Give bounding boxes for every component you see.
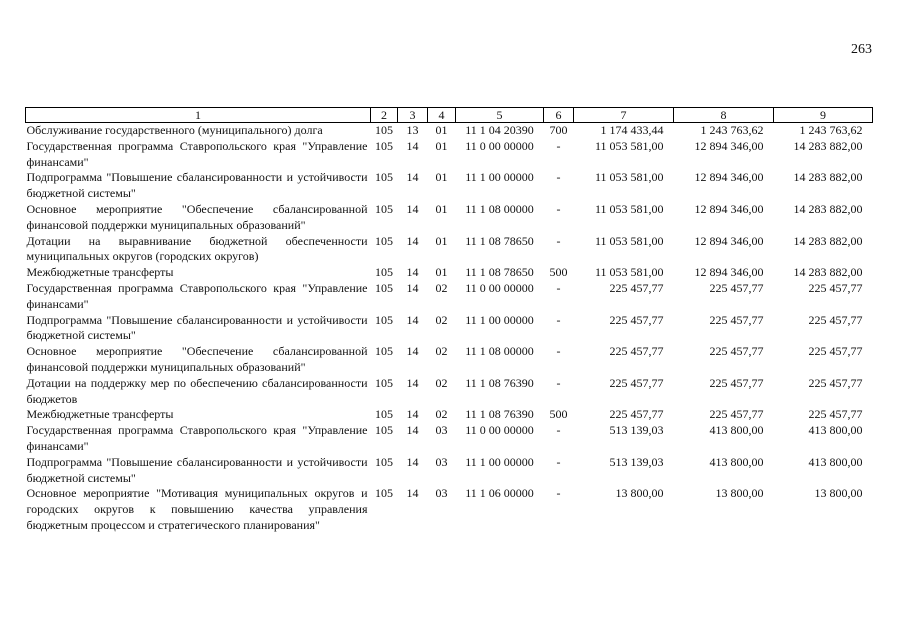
expense-type-code-cell: - [556, 170, 561, 185]
subsection-code-cell: 01 [435, 170, 448, 185]
subsection-code-cell: 01 [435, 201, 448, 216]
section-code-cell: 14 [406, 375, 419, 390]
table-row [26, 139, 873, 171]
amount-year-2-cell: 413 800,00 [709, 454, 764, 469]
header-cell-7: 7 [574, 108, 674, 123]
header-cell-1: 1 [26, 108, 371, 123]
amount-year-2-cell: 1 243 763,62 [700, 123, 764, 137]
target-article-code-cell: 11 1 08 76390 [465, 375, 534, 390]
target-article-code-cell: 11 1 08 78650 [465, 265, 534, 280]
ministry-code-cell: 105 [375, 423, 393, 438]
ministry-code-cell: 105 [375, 312, 393, 327]
amount-year-1-cell: 513 139,03 [609, 454, 664, 469]
amount-year-1-cell: 225 457,77 [609, 344, 664, 359]
ministry-code-cell: 105 [375, 233, 393, 248]
table-row [26, 313, 873, 345]
table-row [26, 265, 873, 281]
amount-year-3-cell: 14 283 882,00 [793, 138, 863, 153]
expense-type-code-cell: - [556, 344, 561, 359]
ministry-code-cell: 105 [375, 280, 393, 295]
table-row [26, 202, 873, 234]
expense-type-code-cell: - [556, 233, 561, 248]
subsection-code-cell: 01 [435, 123, 448, 137]
amount-year-2-cell: 225 457,77 [709, 407, 764, 422]
item-name-cell: Межбюджетные трансферты [26, 265, 174, 280]
subsection-code-cell: 02 [435, 312, 448, 327]
amount-year-3-cell: 14 283 882,00 [793, 233, 863, 248]
header-cell-5: 5 [456, 108, 544, 123]
subsection-code-cell: 01 [435, 265, 448, 280]
amount-year-3-cell: 225 457,77 [808, 407, 863, 422]
amount-year-1-cell: 225 457,77 [609, 407, 664, 422]
section-code-cell: 14 [406, 454, 419, 469]
header-cell-9: 9 [774, 108, 873, 123]
amount-year-2-cell: 413 800,00 [709, 423, 764, 438]
amount-year-3-cell: 413 800,00 [808, 454, 863, 469]
amount-year-2-cell: 225 457,77 [709, 312, 764, 327]
ministry-code-cell: 105 [375, 344, 393, 359]
table-row [26, 455, 873, 487]
expense-type-code-cell: - [556, 375, 561, 390]
header-cell-2: 2 [371, 108, 398, 123]
amount-year-3-cell: 14 283 882,00 [793, 265, 863, 280]
expense-type-code-cell: - [556, 280, 561, 295]
expense-type-code-cell: - [556, 454, 561, 469]
item-name-cell: Подпрограмма "Повышение сбалансированности и устойчивости бюджетной системы" [26, 312, 368, 343]
section-code-cell: 14 [406, 170, 419, 185]
header-cell-4: 4 [428, 108, 456, 123]
section-code-cell: 14 [406, 280, 419, 295]
page-number: 263 [851, 42, 872, 57]
table-row [26, 407, 873, 423]
budget-table [25, 107, 873, 534]
ministry-code-cell: 105 [375, 170, 393, 185]
amount-year-1-cell: 513 139,03 [609, 423, 664, 438]
table-row [26, 234, 873, 266]
header-cell-8: 8 [674, 108, 774, 123]
header-cell-6: 6 [544, 108, 574, 123]
section-code-cell: 14 [406, 407, 419, 422]
ministry-code-cell: 105 [375, 454, 393, 469]
section-code-cell: 14 [406, 312, 419, 327]
expense-type-code-cell: 700 [549, 123, 568, 137]
amount-year-3-cell: 1 243 763,62 [799, 123, 863, 137]
target-article-code-cell: 11 1 00 00000 [465, 312, 534, 327]
amount-year-2-cell: 225 457,77 [709, 375, 764, 390]
subsection-code-cell: 01 [435, 138, 448, 153]
target-article-code-cell: 11 1 00 00000 [465, 454, 534, 469]
ministry-code-cell: 105 [375, 265, 393, 280]
amount-year-3-cell: 13 800,00 [814, 486, 863, 501]
subsection-code-cell: 02 [435, 375, 448, 390]
amount-year-1-cell: 11 053 581,00 [594, 265, 664, 280]
item-name-cell: Государственная программа Ставропольского края "Управление финансами" [26, 423, 368, 453]
subsection-code-cell: 02 [435, 344, 448, 359]
amount-year-3-cell: 225 457,77 [808, 344, 863, 359]
amount-year-3-cell: 225 457,77 [808, 312, 863, 327]
expense-type-code-cell: - [556, 201, 561, 216]
amount-year-2-cell: 12 894 346,00 [694, 138, 764, 153]
item-name-cell: Основное мероприятие "Обеспечение сбалансированной финансовой поддержки муниципальных образований" [26, 201, 368, 232]
table-header [26, 108, 873, 123]
amount-year-1-cell: 13 800,00 [615, 486, 664, 501]
item-name-cell: Подпрограмма "Повышение сбалансированности и устойчивости бюджетной системы" [26, 170, 368, 201]
amount-year-1-cell: 11 053 581,00 [594, 138, 664, 153]
ministry-code-cell: 105 [375, 201, 393, 216]
target-article-code-cell: 11 1 08 78650 [465, 233, 534, 248]
item-name-cell: Межбюджетные трансферты [26, 407, 174, 422]
amount-year-3-cell: 225 457,77 [808, 375, 863, 390]
header-row [26, 108, 873, 123]
table-row [26, 281, 873, 313]
target-article-code-cell: 11 1 08 00000 [465, 201, 534, 216]
amount-year-1-cell: 11 053 581,00 [594, 233, 664, 248]
section-code-cell: 14 [406, 486, 419, 501]
section-code-cell: 14 [406, 138, 419, 153]
subsection-code-cell: 03 [435, 423, 448, 438]
amount-year-3-cell: 413 800,00 [808, 423, 863, 438]
target-article-code-cell: 11 0 00 00000 [465, 280, 534, 295]
section-code-cell: 14 [406, 265, 419, 280]
subsection-code-cell: 03 [435, 454, 448, 469]
table-row [26, 486, 873, 533]
item-name-cell: Основное мероприятие "Обеспечение сбалансированной финансовой поддержки муниципальных образований" [26, 344, 368, 374]
amount-year-1-cell: 11 053 581,00 [594, 201, 664, 216]
amount-year-2-cell: 13 800,00 [715, 486, 764, 501]
target-article-code-cell: 11 1 08 00000 [465, 344, 534, 359]
expense-type-code-cell: - [556, 312, 561, 327]
ministry-code-cell: 105 [375, 138, 393, 153]
expense-type-code-cell: - [556, 486, 561, 501]
amount-year-3-cell: 14 283 882,00 [793, 201, 863, 216]
target-article-code-cell: 11 1 00 00000 [465, 170, 534, 185]
amount-year-1-cell: 225 457,77 [609, 375, 664, 390]
amount-year-1-cell: 1 174 433,44 [600, 123, 664, 137]
section-code-cell: 13 [406, 123, 419, 137]
subsection-code-cell: 01 [435, 233, 448, 248]
item-name-cell: Дотации на поддержку мер по обеспечению сбалансированности бюджетов [26, 375, 368, 406]
item-name-cell: Подпрограмма "Повышение сбалансированности и устойчивости бюджетной системы" [26, 454, 368, 485]
table-row [26, 170, 873, 202]
expense-type-code-cell: 500 [549, 265, 568, 280]
ministry-code-cell: 105 [375, 375, 393, 390]
table-row [26, 123, 873, 139]
item-name-cell: Обслуживание государственного (муниципального) долга [26, 123, 323, 137]
expense-type-code-cell: - [556, 423, 561, 438]
header-cell-3: 3 [398, 108, 428, 123]
ministry-code-cell: 105 [375, 486, 393, 501]
amount-year-2-cell: 12 894 346,00 [694, 201, 764, 216]
item-name-cell: Основное мероприятие "Мотивация муниципальных округов и городских округов к повышению качества управления бюджетным процессом и стратегического планирования" [26, 486, 368, 532]
amount-year-2-cell: 12 894 346,00 [694, 233, 764, 248]
section-code-cell: 14 [406, 233, 419, 248]
section-code-cell: 14 [406, 201, 419, 216]
table-row [26, 423, 873, 455]
target-article-code-cell: 11 1 04 20390 [465, 123, 534, 137]
item-name-cell: Государственная программа Ставропольского края "Управление финансами" [26, 138, 368, 169]
table-row [26, 344, 873, 376]
subsection-code-cell: 02 [435, 280, 448, 295]
amount-year-1-cell: 225 457,77 [609, 312, 664, 327]
ministry-code-cell: 105 [375, 123, 393, 137]
expense-type-code-cell: 500 [549, 407, 568, 422]
section-code-cell: 14 [406, 423, 419, 438]
item-name-cell: Государственная программа Ставропольского края "Управление финансами" [26, 280, 368, 311]
amount-year-1-cell: 11 053 581,00 [594, 170, 664, 185]
ministry-code-cell: 105 [375, 407, 393, 422]
amount-year-2-cell: 225 457,77 [709, 280, 764, 295]
target-article-code-cell: 11 0 00 00000 [465, 138, 534, 153]
table-body [26, 123, 873, 534]
table-row [26, 376, 873, 408]
target-article-code-cell: 11 1 06 00000 [465, 486, 534, 501]
section-code-cell: 14 [406, 344, 419, 359]
expense-type-code-cell: - [556, 138, 561, 153]
item-name-cell: Дотации на выравнивание бюджетной обеспеченности муниципальных округов (городских округов) [26, 233, 368, 264]
amount-year-1-cell: 225 457,77 [609, 280, 664, 295]
subsection-code-cell: 02 [435, 407, 448, 422]
amount-year-2-cell: 12 894 346,00 [694, 170, 764, 185]
amount-year-3-cell: 225 457,77 [808, 280, 863, 295]
target-article-code-cell: 11 0 00 00000 [465, 423, 534, 438]
subsection-code-cell: 03 [435, 486, 448, 501]
amount-year-3-cell: 14 283 882,00 [793, 170, 863, 185]
amount-year-2-cell: 225 457,77 [709, 344, 764, 359]
target-article-code-cell: 11 1 08 76390 [465, 407, 534, 422]
amount-year-2-cell: 12 894 346,00 [694, 265, 764, 280]
